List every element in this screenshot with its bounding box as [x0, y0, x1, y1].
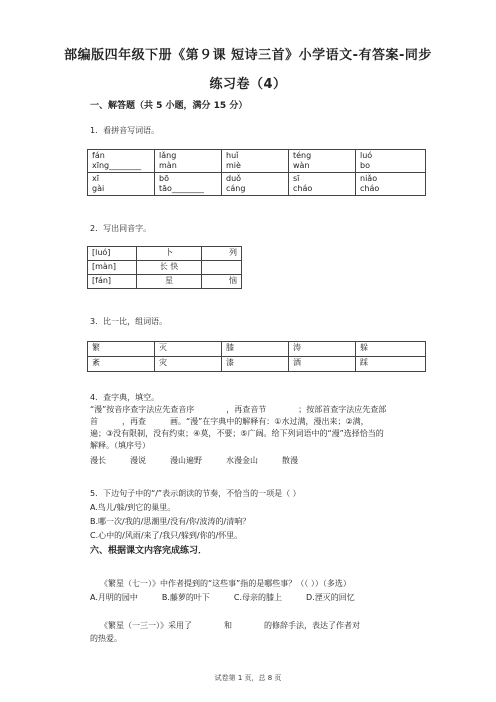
pinyin-text: xī	[92, 174, 99, 183]
table-row	[88, 261, 242, 275]
pinyin-text: cháo	[360, 184, 380, 193]
table-row	[88, 247, 242, 261]
compare-table	[87, 341, 426, 372]
page-footer: 试卷第 1 页，总 8 页	[214, 674, 282, 682]
pinyin-text: miè	[226, 161, 241, 170]
pinyin-cell	[356, 173, 426, 196]
homophone-cell: 卜	[137, 247, 202, 261]
passage-question-2: 《繁星（一三一）》采用了 和 的修辞手法，表达了作者对	[100, 621, 360, 630]
question-5-line: 5．下边句子中的“/”表示朗读的节奏，不恰当的一项是（ ）	[90, 489, 301, 498]
pinyin-cell	[155, 173, 222, 196]
pinyin-text: cháo	[293, 184, 313, 193]
pinyin-text: xīng________	[92, 161, 142, 170]
question-1: 1．看拼音写词语。	[90, 126, 160, 135]
compare-cell: 漆	[222, 357, 289, 372]
pinyin-text: téng	[293, 151, 312, 160]
homophone-cell: 长 快	[137, 261, 202, 275]
question-2: 2．写出同音字。	[90, 224, 152, 233]
page-title-line-2: 练习卷（4）	[209, 77, 287, 92]
question-4-line: 解释。（填序号）	[90, 441, 150, 450]
question-5-option: C.心中的/风雨/来了/我只/躲到/你的/怀里。	[90, 531, 243, 540]
homophone-cell: 列	[202, 247, 242, 261]
pinyin-text: bo	[360, 161, 370, 170]
pinyin-text: duǒ	[226, 174, 242, 183]
question-4-line: 遍；③没有限制，没有约束；④莫，不要；⑤广阔。给下列词语中的“漫”选择恰当的	[90, 429, 384, 438]
pinyin-text: wàn	[293, 161, 310, 170]
section-heading-6: 六、根据课文内容完成练习．	[90, 546, 208, 556]
compare-cell: 酒	[289, 357, 356, 372]
pinyin-cell	[88, 173, 155, 196]
homophone-cell: 星	[137, 275, 202, 289]
pinyin-text: gài	[92, 184, 105, 193]
homophone-table	[87, 246, 242, 289]
compare-cell: 躲	[356, 342, 426, 357]
pinyin-cell	[222, 173, 289, 196]
homophone-cell: [fán]	[88, 275, 137, 289]
pinyin-text: cáng	[226, 184, 246, 193]
table-row	[88, 275, 242, 289]
pinyin-text: tāo________	[159, 184, 204, 193]
pinyin-text: bō	[159, 174, 169, 183]
pinyin-cell	[289, 173, 356, 196]
homophone-cell: 恼	[202, 275, 242, 289]
pinyin-cell	[222, 150, 289, 173]
compare-cell: 膝	[222, 342, 289, 357]
passage-question-1-options: A.月明的园中 B.藤萝的叶下 C.母亲的膝上 D.湮灭的回忆	[90, 593, 355, 602]
compare-cell: 涛	[289, 342, 356, 357]
compare-cell: 繁	[88, 342, 155, 357]
question-3: 3．比一比，组词语。	[90, 317, 168, 326]
pinyin-text: luó	[360, 151, 373, 160]
page-title-line-1: 部编版四年级下册《第９课 短诗三首》小学语文-有答案-同步	[64, 48, 432, 63]
question-5-option: B.哪一次/我的/思潮里/没有/你/波涛的/清响？	[90, 517, 251, 526]
question-5-option: A.鸟儿/躲/到它的巢里。	[90, 503, 176, 512]
pinyin-cell	[289, 150, 356, 173]
compare-cell: 紊	[88, 357, 155, 372]
table-row	[88, 150, 426, 173]
pinyin-text: lǎng	[159, 151, 177, 160]
table-row	[88, 357, 426, 372]
pinyin-cell	[356, 150, 426, 173]
section-heading-1: 一、解答题（共 5 小题，满分 15 分）	[90, 101, 248, 111]
question-4-line: “漫”按音序查字法应先查音序 ，再查音节 ；按部首查字法应先查部	[90, 405, 387, 414]
pinyin-cell	[88, 150, 155, 173]
pinyin-text: màn	[159, 161, 177, 170]
homophone-cell: [màn]	[88, 261, 137, 275]
pinyin-cell	[155, 150, 222, 173]
question-4-line: 4．查字典，填空。	[90, 393, 160, 402]
table-row	[88, 173, 426, 196]
compare-cell: 灭	[155, 342, 222, 357]
passage-question-1: 《繁星（七一）》中作者提到的“这些事”指的是哪些事？（（ ））（多选）	[100, 579, 351, 588]
table-row	[88, 342, 426, 357]
question-4-line: 首 ，再查 画。“漫”在字典中的解释有：①水过满，漫出来；②满，	[90, 417, 369, 426]
pinyin-table	[87, 149, 426, 196]
compare-cell: 灾	[155, 357, 222, 372]
homophone-cell: [luó]	[88, 247, 137, 261]
pinyin-text: fán	[92, 151, 105, 160]
homophone-cell	[202, 261, 242, 275]
pinyin-text: niǎo	[360, 174, 378, 183]
passage-question-2-line-2: 的热爱。	[90, 634, 122, 643]
compare-cell: 踩	[356, 357, 426, 372]
pinyin-text: huǐ	[226, 151, 239, 160]
pinyin-text: sī	[293, 174, 300, 183]
question-4-line: 漫长 漫说 漫山遍野 水漫金山 散漫	[90, 456, 298, 465]
